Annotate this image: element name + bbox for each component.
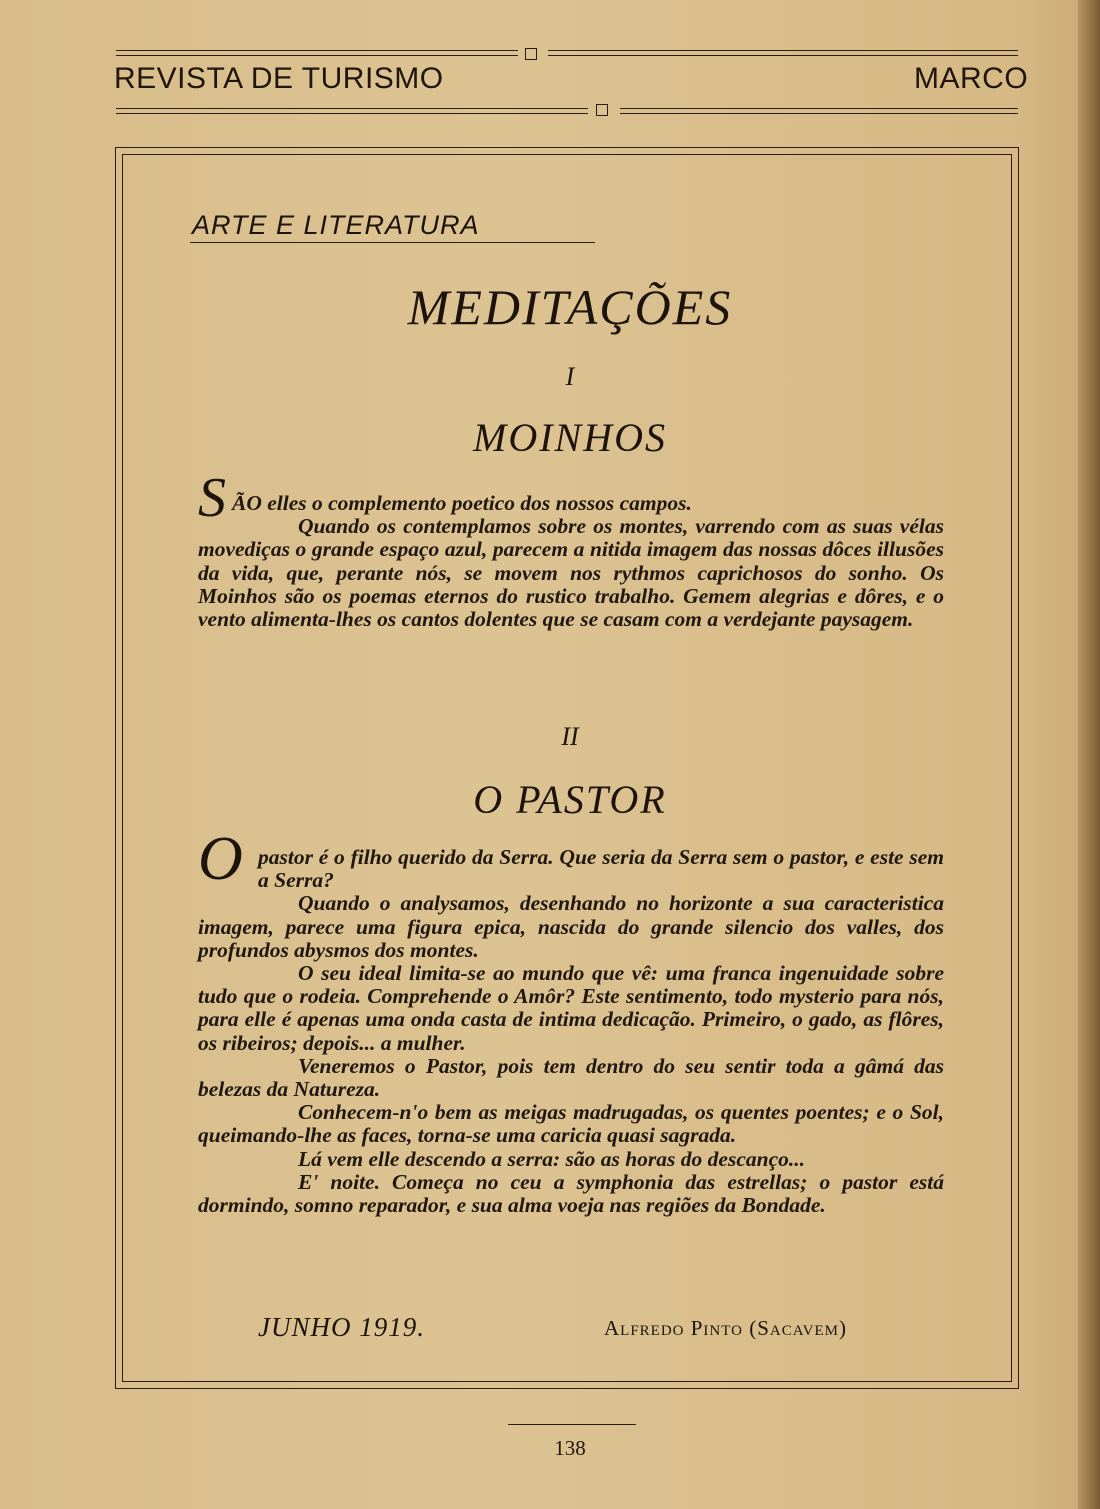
part-two-paragraph: Lá vem elle descendo a serra: são as horas do descanço... [298, 1146, 805, 1171]
header-square-ornament-lower [596, 104, 608, 116]
issue-month: MARCO [914, 62, 1029, 95]
part-two-heading: O PASTOR [473, 777, 667, 822]
section-underline [190, 242, 595, 243]
header-top-rule-right [548, 50, 1018, 56]
part-two-paragraph: Quando o analysamos, desenhando no horizonte a sua caracteristica imagem, parece uma figura epica, nascida do grande silencio dos valles, dos profundos abysmos dos montes. [198, 891, 944, 962]
article-author: Alfredo Pinto (Sacavem) [604, 1316, 847, 1340]
part-one-heading: MOINHOS [473, 415, 667, 460]
part-two-paragraph: Veneremos o Pastor, pois tem dentro do seu sentir toda a gâmá das belezas da Natureza. [198, 1053, 944, 1102]
article-date: JUNHO 1919. [258, 1312, 425, 1342]
header-bottom-rule-right [620, 108, 1018, 114]
part-two-paragraph: E' noite. Começa no ceu a symphonia das estrellas; o pastor está dormindo, somno reparador, e sua alma voeja nas regiões da Bondade. [198, 1169, 944, 1218]
part-two-paragraph: Conhecem-n'o bem as meigas madrugadas, os quentes poentes; e o Sol, queimando-lhe as faces, torna-se uma caricia quasi sagrada. [198, 1100, 944, 1148]
part-two-text [198, 846, 944, 1217]
part-two-paragraph: O seu ideal limita-se ao mundo que vê: uma franca ingenuidade sobre tudo que o rodeia. Comprehende o Amôr? Este sentimento, todo mysterio para nós, para elle é apenas uma onda casta de intima dedicação. Primeiro, o gado, as flôres, os ribeiros; depois... a mulher. [198, 961, 944, 1055]
section-label: ARTE E LITERATURA [192, 210, 480, 240]
drop-cap-o: O [198, 825, 243, 893]
page-number: 138 [554, 1436, 586, 1460]
part-two-lead-line: pastor é o filho querido da Serra. Que seria da Serra sem o pastor, e este sem a Serra? [258, 845, 944, 893]
part-one-numeral: I [565, 362, 575, 391]
header-top-rule-left [116, 50, 518, 56]
part-two-numeral: II [561, 722, 579, 751]
footer-rule [508, 1424, 636, 1425]
part-one-text [198, 492, 944, 631]
publication-name: REVISTA DE TURISMO [114, 62, 444, 95]
part-one-body: Quando os contemplamos sobre os montes, varrendo com as suas vélas movediças o grande espaço azul, parecem a nitida imagem das nossas dôces illusões da vida, que, perante nós, se movem nos rythmos caprichosos do sonho. Os Moinhos são os poemas eternos do rustico trabalho. Gemem alegrias e dôres, e o vento alimenta-lhes os cantos dolentes que se casam com a verdejante paysagem. [198, 514, 944, 632]
part-one-lead-line: ÃO elles o complemento poetico dos nossos campos. [232, 491, 692, 515]
drop-cap-s: S [198, 467, 226, 529]
header-bottom-rule-left [116, 108, 588, 114]
header-square-ornament [525, 48, 537, 60]
article-title: MEDITAÇÕES [407, 279, 733, 335]
page-spine-shadow [1078, 0, 1100, 1509]
